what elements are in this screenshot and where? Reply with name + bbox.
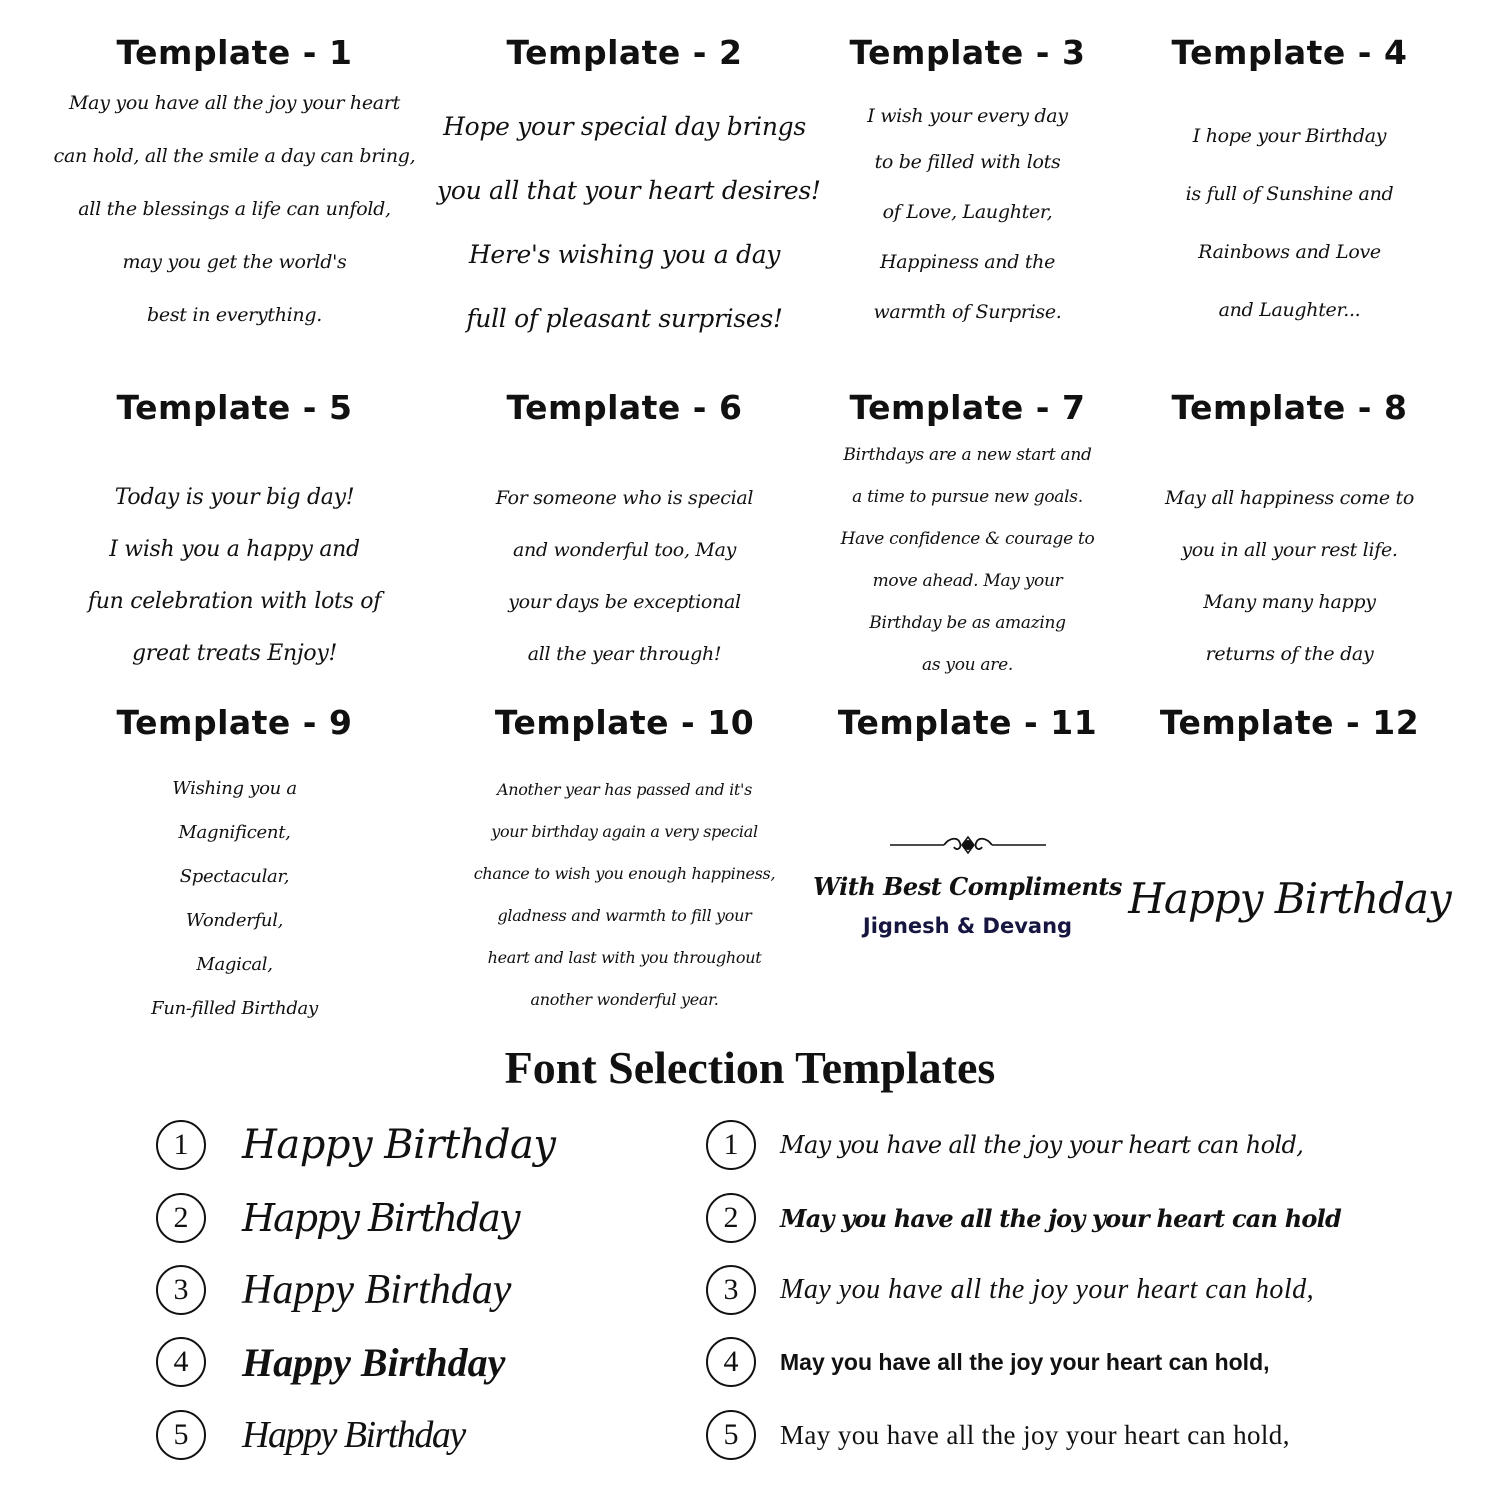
template-10 (437, 703, 812, 1021)
option-number: 4 (706, 1337, 756, 1387)
option-sample: Happy Birthday (242, 1122, 556, 1168)
message-line: I hope your Birthday (1192, 125, 1387, 147)
message-font-option-1[interactable] (706, 1120, 1303, 1170)
message-line: of Love, Laughter, (882, 201, 1053, 223)
template-title: Template - 12 (1159, 703, 1420, 742)
message-line: heart and last with you throughout (487, 948, 762, 967)
option-number: 4 (156, 1337, 206, 1387)
option-sample: May you have all the joy your heart can hold (780, 1203, 1341, 1233)
message-line: Wonderful, (185, 910, 284, 931)
message-line: I wish your every day (867, 105, 1068, 127)
template-message (780, 93, 1155, 339)
template-message (47, 77, 422, 342)
option-number: 3 (156, 1265, 206, 1315)
message-line: may you get the world's (122, 251, 347, 273)
template-12 (1102, 703, 1477, 929)
message-line: your days be exceptional (508, 591, 741, 613)
option-number: 1 (156, 1120, 206, 1170)
option-number: 2 (706, 1193, 756, 1243)
message-line: to be filled with lots (874, 151, 1061, 173)
option-sample: May you have all the joy your heart can hold, (780, 1131, 1304, 1159)
template-title: Template - 9 (116, 703, 353, 742)
template-message (780, 434, 1155, 686)
message-line: Rainbows and Love (1198, 241, 1381, 263)
message-font-option-4[interactable] (706, 1337, 1270, 1387)
option-sample: Happy Birthday (242, 1267, 512, 1313)
template-3 (780, 33, 1155, 339)
option-sample: Happy Birthday (242, 1196, 519, 1240)
message-line: great treats Enjoy! (131, 641, 338, 666)
message-line: another wonderful year. (530, 990, 719, 1009)
message-line: your birthday again a very special (491, 822, 758, 841)
message-line: Wishing you a (172, 778, 297, 799)
message-line: and wonderful too, May (512, 539, 737, 561)
template-title: Template - 8 (1171, 388, 1408, 427)
message-line: For someone who is special (495, 487, 754, 509)
message-line: Fun-filled Birthday (151, 998, 318, 1019)
message-line: Spectacular, (179, 866, 290, 887)
template-message (437, 472, 812, 680)
message-line: is full of Sunshine and (1185, 183, 1394, 205)
message-line: Hope your special day brings (443, 112, 806, 141)
happy-birthday-text: Happy Birthday (1128, 874, 1451, 923)
compliment-text: With Best Compliments (813, 872, 1122, 901)
option-sample: May you have all the joy your heart can hold, (780, 1274, 1315, 1305)
names-text: Jignesh & Devang (862, 914, 1073, 938)
template-title: Template - 1 (116, 33, 353, 72)
message-line: and Laughter... (1218, 299, 1361, 321)
message-line: you all that your heart desires! (437, 176, 821, 205)
message-line: Happiness and the (879, 251, 1056, 273)
template-title: Template - 2 (506, 33, 743, 72)
option-sample: May you have all the joy your heart can hold, (780, 1419, 1290, 1450)
template-1 (47, 33, 422, 342)
option-number: 2 (156, 1193, 206, 1243)
message-line: Birthday be as amazing (869, 613, 1066, 633)
template-title: Template - 3 (849, 33, 1086, 72)
font-selection-title: Font Selection Templates (504, 1042, 996, 1093)
template-message (437, 769, 812, 1021)
message-line: can hold, all the smile a day can bring, (53, 145, 416, 167)
template-5 (47, 388, 422, 680)
headline-font-option-3[interactable] (156, 1265, 511, 1315)
template-title: Template - 7 (849, 388, 1086, 427)
message-line: Today is your big day! (114, 485, 355, 510)
message-font-option-2[interactable] (706, 1193, 1341, 1243)
message-line: Many many happy (1203, 591, 1376, 613)
template-message (1102, 869, 1477, 929)
option-number: 5 (706, 1410, 756, 1460)
template-9 (47, 703, 422, 1031)
message-line: Another year has passed and it's (496, 780, 753, 799)
message-line: full of pleasant surprises! (466, 304, 783, 333)
ornament-flourish-icon (888, 833, 1048, 857)
headline-font-option-1[interactable] (156, 1120, 555, 1170)
message-line: gladness and warmth to fill your (497, 906, 752, 925)
template-title: Template - 6 (506, 388, 743, 427)
option-number: 3 (706, 1265, 756, 1315)
template-7 (780, 388, 1155, 686)
template-message (1102, 472, 1477, 680)
message-line: as you are. (922, 655, 1013, 675)
template-message (47, 767, 422, 1031)
message-font-option-5[interactable] (706, 1410, 1290, 1460)
message-line: chance to wish you enough happiness, (473, 864, 776, 883)
message-line: fun celebration with lots of (87, 589, 382, 614)
template-title: Template - 5 (116, 388, 353, 427)
message-line: I wish you a happy and (109, 537, 360, 562)
message-line: May you have all the joy your heart (69, 92, 400, 114)
option-number: 5 (156, 1410, 206, 1460)
message-line: Have confidence & courage to (840, 529, 1095, 549)
template-title: Template - 11 (837, 703, 1098, 742)
message-line: a time to pursue new goals. (852, 487, 1083, 507)
message-line: all the blessings a life can unfold, (78, 198, 391, 220)
message-line: move ahead. May your (872, 571, 1063, 591)
message-line: warmth of Surprise. (873, 301, 1062, 323)
headline-font-option-2[interactable] (156, 1193, 518, 1243)
option-sample: May you have all the joy your heart can hold, (780, 1348, 1270, 1375)
template-8 (1102, 388, 1477, 680)
message-line: Magnificent, (178, 822, 291, 843)
option-sample: Happy Birthday (242, 1339, 506, 1385)
template-title: Template - 10 (494, 703, 755, 742)
message-font-option-3[interactable] (706, 1265, 1314, 1315)
message-line: Magical, (196, 954, 273, 975)
template-6 (437, 388, 812, 680)
template-message (47, 472, 422, 680)
headline-font-option-4[interactable] (156, 1337, 505, 1387)
message-line: best in everything. (147, 304, 322, 326)
template-message (437, 95, 821, 351)
message-line: May all happiness come to (1164, 487, 1415, 509)
template-11 (780, 703, 1155, 943)
template-2 (437, 33, 821, 351)
template-4 (1102, 33, 1477, 339)
template-message (780, 833, 1155, 943)
message-line: Here's wishing you a day (468, 240, 781, 269)
message-line: all the year through! (527, 643, 722, 665)
template-title: Template - 4 (1171, 33, 1408, 72)
template-message (1102, 107, 1477, 339)
option-sample: Happy Birthday (242, 1414, 465, 1456)
message-line: returns of the day (1205, 643, 1374, 665)
option-number: 1 (706, 1120, 756, 1170)
message-line: Birthdays are a new start and (843, 445, 1092, 465)
headline-font-option-5[interactable] (156, 1410, 465, 1460)
message-line: you in all your rest life. (1181, 539, 1398, 561)
